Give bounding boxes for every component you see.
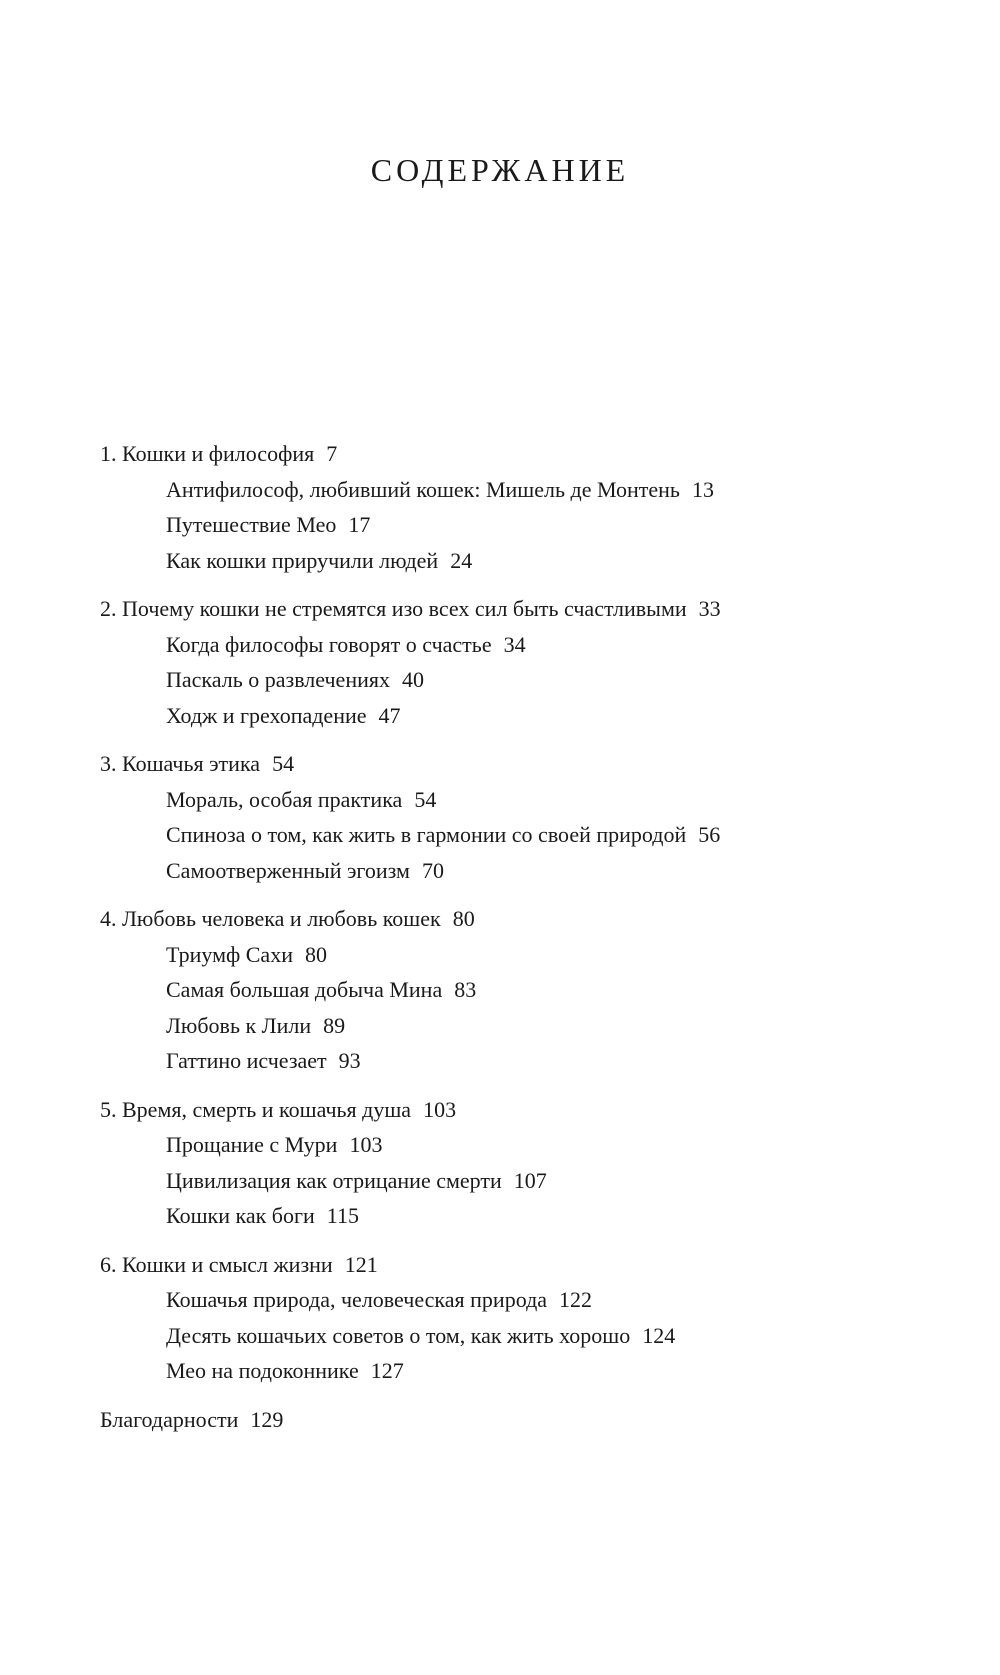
section-title: Ходж и грехопадение — [166, 702, 367, 728]
section-title: Кошки как боги — [166, 1203, 315, 1228]
page-number: 83 — [454, 977, 477, 1002]
chapter-heading — [100, 436, 960, 472]
section-entry — [166, 1008, 960, 1044]
chapter-4 — [100, 901, 960, 1079]
section-entry — [166, 782, 960, 818]
page-number: 127 — [370, 1358, 404, 1383]
page-title: СОДЕРЖАНИЕ — [370, 152, 630, 188]
section-title: Самая большая добыча Мина — [166, 977, 443, 1002]
page-number: 13 — [691, 476, 714, 502]
section-entry — [166, 543, 960, 579]
page-number: 122 — [559, 1287, 593, 1312]
section-entry — [166, 1353, 960, 1389]
section-entry — [166, 627, 960, 663]
section-title: Прощание с Мури — [166, 1132, 338, 1157]
page-number: 56 — [698, 822, 721, 847]
chapter-title: 5. Время, смерть и кошачья душа — [100, 1096, 412, 1122]
page-number: 121 — [344, 1251, 378, 1277]
page-number: 93 — [338, 1048, 361, 1073]
page-number: 129 — [250, 1406, 284, 1432]
table-of-contents — [100, 436, 960, 1437]
chapter-5 — [100, 1092, 960, 1234]
section-entry — [166, 1282, 960, 1318]
chapter-6 — [100, 1247, 960, 1389]
section-title: Мораль, особая практика — [166, 786, 403, 812]
section-entry — [166, 1318, 960, 1354]
page-number: 89 — [323, 1012, 346, 1038]
section-title: Когда философы говорят о счастье — [166, 631, 492, 657]
section-title: Гаттино исчезает — [166, 1048, 327, 1073]
section-entry — [166, 1127, 960, 1163]
chapter-1 — [100, 436, 960, 578]
section-entry — [166, 937, 960, 973]
section-entry — [166, 662, 960, 698]
chapter-title: 4. Любовь человека и любовь кошек — [100, 906, 441, 931]
chapter-heading — [100, 1092, 960, 1128]
section-entry — [166, 698, 960, 734]
page-number: 115 — [326, 1203, 359, 1228]
page-number: 54 — [272, 751, 295, 776]
section-title: Путешествие Мео — [166, 512, 337, 537]
chapter-heading — [100, 901, 960, 937]
section-title: Триумф Сахи — [166, 941, 293, 967]
section-list — [100, 627, 960, 734]
section-entry — [166, 972, 960, 1008]
section-title: Мео на подоконнике — [166, 1358, 359, 1383]
chapter-heading — [100, 1247, 960, 1283]
page-number: 17 — [348, 512, 371, 537]
page-number: 80 — [304, 941, 327, 967]
page-number: 103 — [423, 1096, 457, 1122]
chapter-2 — [100, 591, 960, 733]
chapter-title: 2. Почему кошки не стремятся изо всех сил быть счастливыми — [100, 596, 687, 621]
page-number: 54 — [414, 786, 437, 812]
page-number: 47 — [378, 702, 401, 728]
page-number: 34 — [503, 631, 526, 657]
page-number: 80 — [452, 906, 475, 931]
chapter-title: 6. Кошки и смысл жизни — [100, 1251, 333, 1277]
section-title: Цивилизация как отрицание смерти — [166, 1167, 502, 1193]
chapter-heading — [100, 591, 960, 627]
section-entry — [166, 853, 960, 889]
section-list — [100, 472, 960, 579]
page-number: 103 — [349, 1132, 383, 1157]
chapter-3 — [100, 746, 960, 888]
section-title: Самоотверженный эгоизм — [166, 857, 410, 883]
acknowledgements-title: Благодарности — [100, 1406, 239, 1432]
section-list — [100, 782, 960, 889]
page-number: 7 — [326, 441, 338, 466]
chapter-title: 3. Кошачья этика — [100, 751, 261, 776]
section-title: Спиноза о том, как жить в гармонии со своей природой — [166, 822, 687, 847]
page-number: 107 — [513, 1167, 547, 1193]
chapter-heading — [100, 746, 960, 782]
page-number: 33 — [698, 596, 721, 621]
section-list — [100, 1282, 960, 1389]
section-title: Как кошки приручили людей — [166, 547, 439, 573]
section-title: Кошачья природа, человеческая природа — [166, 1287, 548, 1312]
section-title: Любовь к Лили — [166, 1012, 312, 1038]
page-number: 124 — [642, 1322, 676, 1348]
section-title: Антифилософ, любивший кошек: Мишель де Монтень — [166, 476, 680, 502]
section-entry — [166, 472, 960, 508]
page-number: 40 — [402, 667, 424, 692]
acknowledgements-entry — [100, 1402, 960, 1438]
section-entry — [166, 507, 960, 543]
section-list — [100, 1127, 960, 1234]
section-title: Десять кошачьих советов о том, как жить хорошо — [166, 1322, 631, 1348]
section-entry — [166, 1043, 960, 1079]
section-entry — [166, 1163, 960, 1199]
section-entry — [166, 817, 960, 853]
page-number: 24 — [450, 547, 473, 573]
section-list — [100, 937, 960, 1079]
section-entry — [166, 1198, 960, 1234]
page-number: 70 — [421, 857, 444, 883]
section-title: Паскаль о развлечениях — [166, 667, 390, 692]
chapter-title: 1. Кошки и философия — [100, 441, 315, 466]
